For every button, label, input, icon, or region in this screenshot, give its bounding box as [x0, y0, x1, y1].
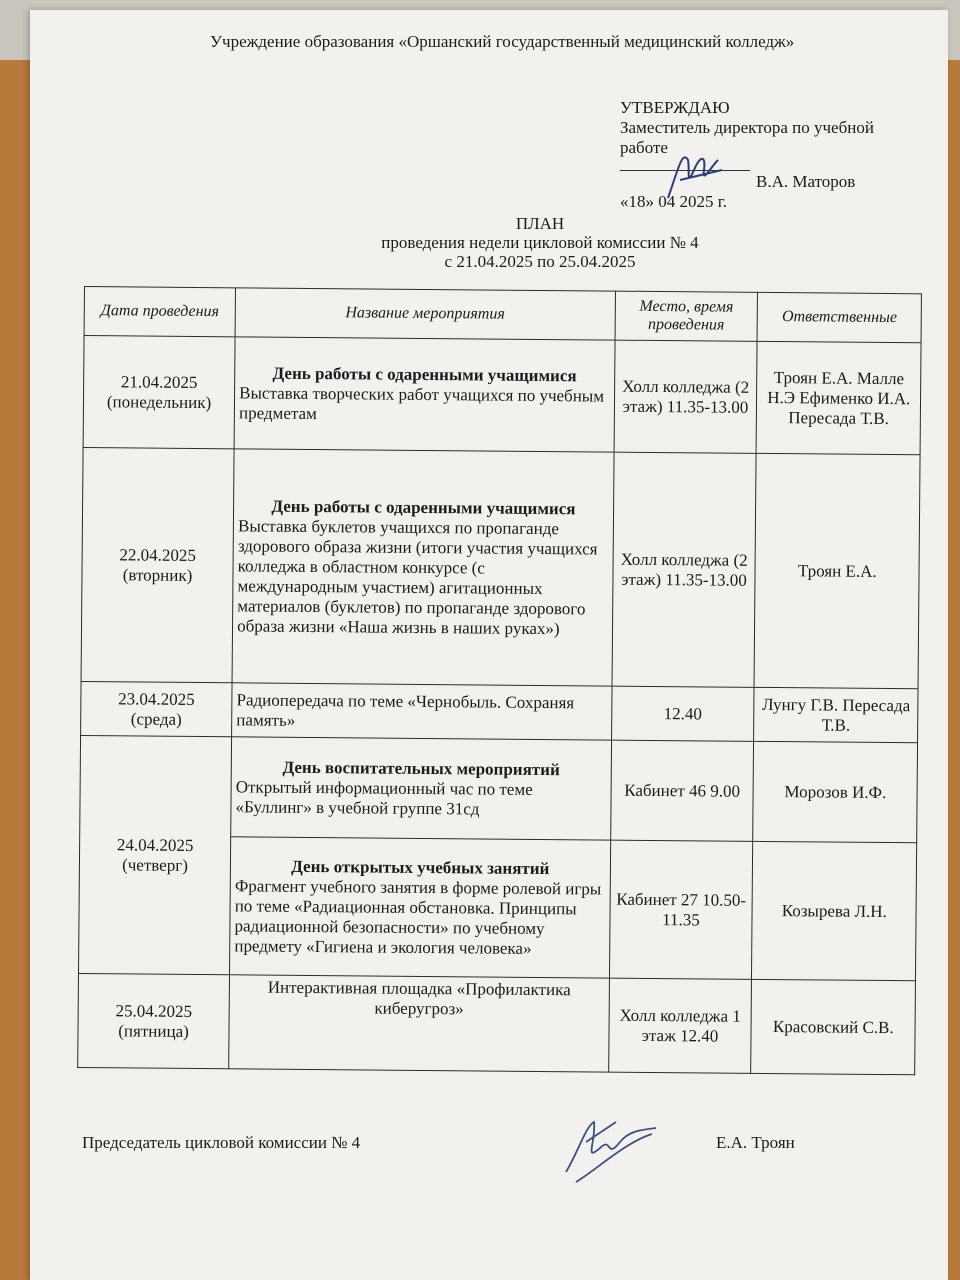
header-place: Место, время проведения	[615, 291, 758, 341]
row-day: (понедельник)	[106, 391, 212, 412]
chair-signature-icon	[556, 1112, 676, 1188]
row-date-cell	[83, 336, 235, 449]
approval-position: Заместитель директора по учебной работе	[620, 118, 874, 157]
row-event-cell	[230, 837, 611, 978]
row-place: 12.40	[611, 686, 754, 741]
chair-name: Е.А. Троян	[716, 1133, 795, 1152]
row-event-cell	[232, 683, 612, 740]
table-header-row	[84, 287, 921, 343]
table-row	[78, 973, 916, 1074]
row-event-cell	[234, 337, 614, 452]
institution-name: Учреждение образования «Оршанский государственный медицинский колледж»	[210, 32, 795, 51]
row-event-text: Интерактивная площадка «Профилактика киберугроз»	[267, 977, 571, 1019]
row-place: Кабинет 46 9.00	[610, 740, 754, 841]
row-event-text: Выставка буклетов учащихся по пропаганде здорового образа жизни (итоги участия учащихся колледжа в областном конкурсе (с международным участием) агитационных материалов (буклетов) по пропаганде здорового образа жизни «Наша жизнь в наших руках»)	[237, 515, 598, 638]
plan-title: ПЛАН	[515, 214, 565, 233]
row-responsible: Троян Е.А.	[755, 453, 921, 688]
row-responsible: Морозов И.Ф.	[753, 741, 917, 842]
row-place: Холл колледжа 1 этаж 12.40	[608, 978, 752, 1073]
plan-heading	[330, 214, 750, 271]
row-responsible: Троян Е.А. Малле Н.Э Ефименко И.А. Пересада Т.В.	[757, 341, 921, 454]
row-event-cell	[231, 737, 611, 840]
row-responsible: Красовский С.В.	[751, 979, 915, 1074]
approval-label: УТВЕРЖДАЮ	[620, 98, 730, 117]
row-event-heading: День работы с одаренными учащимися	[272, 363, 577, 385]
row-day: (пятница)	[118, 1020, 189, 1041]
row-date: 21.04.2025	[120, 371, 198, 392]
row-event-heading: День работы с одаренными учащимися	[271, 496, 576, 518]
table-row	[81, 681, 918, 742]
plan-subtitle: проведения недели цикловой комиссии № 4	[381, 233, 699, 252]
row-event-heading: День воспитательных мероприятий	[282, 757, 560, 779]
row-date-cell	[81, 681, 233, 736]
row-event-text: Выставка творческих работ учащихся по учебным предметам	[238, 382, 605, 423]
row-date: 24.04.2025	[116, 834, 194, 855]
row-date: 23.04.2025	[118, 688, 195, 709]
approval-date: «18» 04 2025 г.	[620, 192, 728, 211]
chair-label: Председатель цикловой комиссии № 4	[82, 1133, 361, 1152]
row-event-text: Открытый информационный час по теме «Буллинг» в учебной группе 31сд	[235, 776, 533, 818]
row-place: Кабинет 27 10.50-11.35	[609, 840, 753, 979]
approval-name: В.А. Маторов	[756, 172, 856, 191]
approval-signature-icon	[660, 140, 730, 210]
row-place: Холл колледжа (2 этаж) 11.35-13.00	[614, 340, 758, 453]
row-date: 25.04.2025	[115, 1000, 193, 1021]
table-row	[83, 336, 921, 455]
row-event-cell	[232, 449, 613, 686]
row-day: (четверг)	[122, 854, 189, 875]
row-event-cell	[229, 975, 609, 1072]
header-responsible: Ответственные	[758, 292, 922, 342]
row-day: (среда)	[130, 708, 182, 729]
table-row	[80, 735, 918, 842]
row-date: 22.04.2025	[119, 544, 197, 565]
events-table	[77, 286, 922, 1075]
row-day: (вторник)	[122, 564, 193, 585]
row-event-heading: День открытых учебных занятий	[291, 856, 550, 878]
header-date: Дата проведения	[84, 287, 236, 337]
row-date-cell	[81, 447, 234, 682]
row-event-text: Фрагмент учебного занятия в форме ролевой игры по теме «Радиационная обстановка. Принципы радиационной безопасности» по учебному предмету «Гигиена и экология человека»	[234, 875, 602, 958]
table-row	[81, 447, 920, 688]
plan-period: с 21.04.2025 по 25.04.2025	[444, 252, 636, 271]
row-responsible: Лунгу Г.В. Пересада Т.В.	[754, 687, 918, 742]
row-place: Холл колледжа (2 этаж) 11.35-13.00	[612, 452, 757, 687]
row-responsible: Козырева Л.Н.	[752, 841, 917, 980]
row-date-cell	[78, 973, 230, 1068]
row-date-cell	[79, 735, 232, 974]
header-event: Название мероприятия	[235, 288, 615, 340]
row-event-text: Радиопередача по теме «Чернобыль. Сохраняя память»	[236, 689, 575, 730]
